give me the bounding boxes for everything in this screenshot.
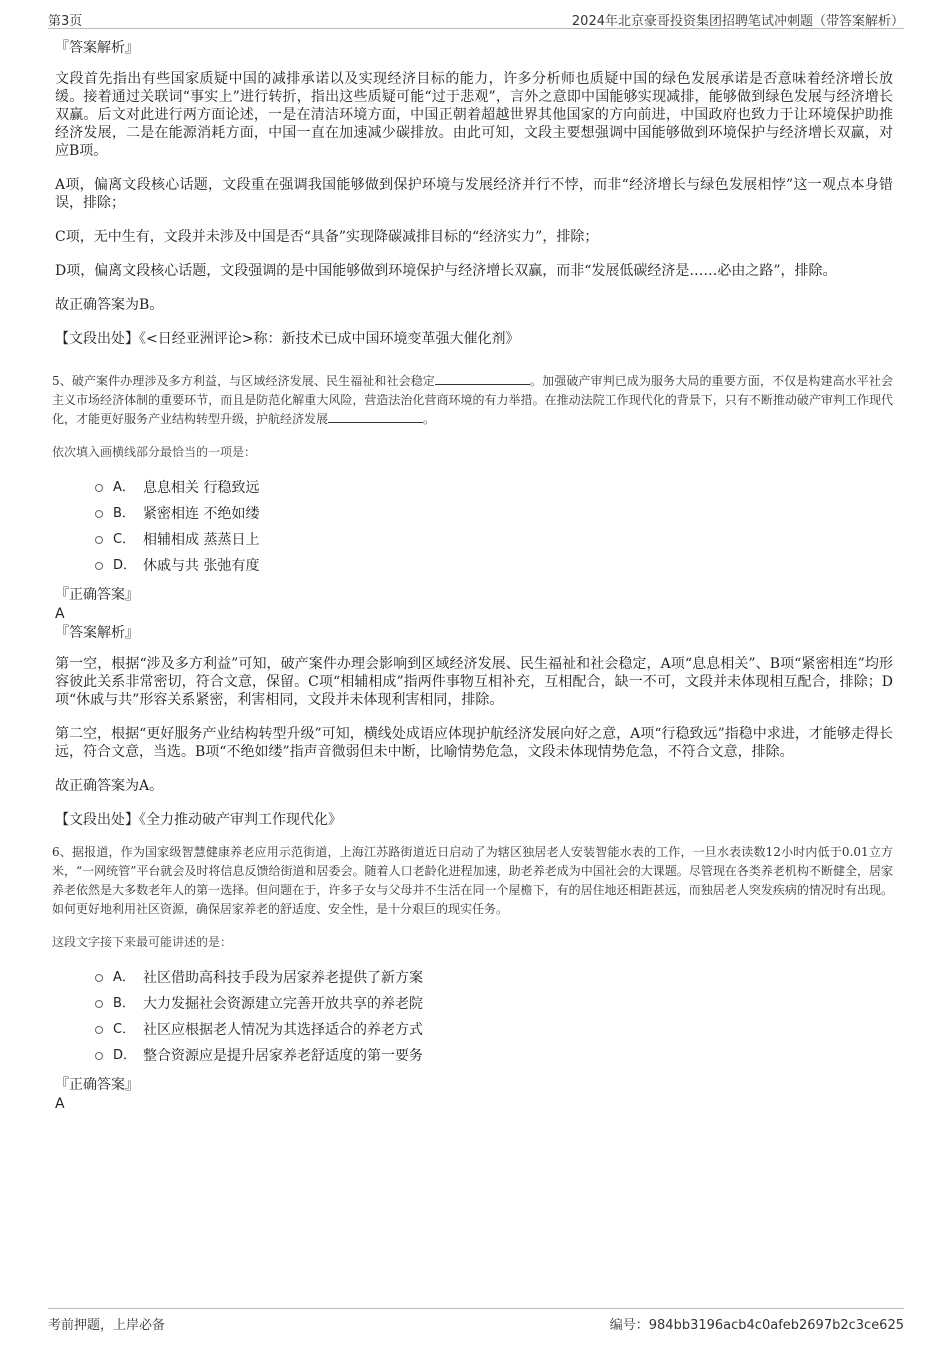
- question-6-instruction: 这段文字接下来最可能讲述的是：: [52, 935, 233, 949]
- option-c[interactable]: C． 相辅相成 蒸蒸日上: [95, 527, 893, 553]
- question-5-stem: 5、破产案件办理涉及多方利益，与区域经济发展、民生福祉和社会稳定 。加强破产审判已成为服务大局的重要方面，不仅是构建高水平社会主义市场经济体制的重要环节，而且是防范化解重大风险，营造法治化营商环境的有力举措。在推动法院工作现代化的背景下，只有不断推动破产审判工作现代化，才能更好服务产业结构转型升级，护航经济发展 。: [52, 374, 893, 426]
- question-5-instruction: 依次填入画横线部分最恰当的一项是：: [52, 445, 257, 459]
- analysis-paragraph: A项，偏离文段核心话题，文段重在强调我国能够做到保护环境与发展经济并行不悖，而非“经济增长与绿色发展相悖”这一观点本身错误，排除；: [55, 177, 893, 211]
- option-a[interactable]: A． 社区借助高科技手段为居家养老提供了新方案: [95, 965, 893, 991]
- analysis-paragraph: D项，偏离文段核心话题，文段强调的是中国能够做到环境保护与经济增长双赢，而非“发展低碳经济是……必由之路”，排除。: [55, 263, 837, 279]
- source-citation: 【文段出处】《全力推动破产审判工作现代化》: [55, 812, 342, 828]
- serial-number: 编号：984bb3196acb4c0afeb2697b2c3ce625: [609, 1318, 904, 1333]
- radio-icon[interactable]: [95, 484, 103, 492]
- radio-icon[interactable]: [95, 536, 103, 544]
- option-b[interactable]: B． 紧密相连 不绝如缕: [95, 501, 893, 527]
- page-header: [48, 8, 904, 29]
- conclusion-paragraph: 故正确答案为A。: [55, 778, 164, 794]
- option-d[interactable]: D． 整合资源应是提升居家养老舒适度的第一要务: [95, 1043, 893, 1069]
- analysis-paragraph: C项，无中生有，文段并未涉及中国是否“具备”实现降碳减排目标的“经济实力”，排除；: [55, 229, 599, 245]
- question-6-options: [95, 965, 893, 1069]
- conclusion-paragraph: 故正确答案为B。: [55, 297, 164, 313]
- page-content: [52, 38, 893, 1113]
- radio-icon[interactable]: [95, 510, 103, 518]
- correct-answer: A: [55, 1096, 65, 1112]
- question-5-options: [95, 475, 893, 579]
- radio-icon[interactable]: [95, 974, 103, 982]
- radio-icon[interactable]: [95, 1026, 103, 1034]
- correct-answer-label: 『正确答案』: [55, 587, 139, 603]
- correct-answer: A: [55, 606, 65, 622]
- correct-answer-label: 『正确答案』: [55, 1077, 139, 1093]
- analysis-label: 『答案解析』: [55, 625, 139, 641]
- option-d[interactable]: D． 休戚与共 张弛有度: [95, 553, 893, 579]
- page-number: 第3页: [48, 14, 83, 29]
- option-a[interactable]: A． 息息相关 行稳致远: [95, 475, 893, 501]
- analysis-paragraph: 第一空，根据“涉及多方利益”可知，破产案件办理会影响到区域经济发展、民生福祉和社会稳定，A项“息息相关”、B项“紧密相连”均形容彼此关系非常密切，符合文意，保留。C项“相辅相成”指两件事物互相补充，互相配合，缺一不可，文段并未体现相互配合，排除；D项“休戚与共”形容关系紧密，利害相同，文段并未体现利害相同，排除。: [55, 656, 893, 708]
- analysis-label: 『答案解析』: [55, 40, 139, 56]
- option-c[interactable]: C． 社区应根据老人情况为其选择适合的养老方式: [95, 1017, 893, 1043]
- radio-icon[interactable]: [95, 1000, 103, 1008]
- fill-blank: [435, 372, 530, 385]
- document-title: 2024年北京豪哥投资集团招聘笔试冲刺题（带答案解析）: [571, 14, 904, 29]
- analysis-paragraph: 第二空，根据“更好服务产业结构转型升级”可知，横线处成语应体现护航经济发展向好之意，A项“行稳致远”指稳中求进，才能够走得长远，符合文意，当选。B项“不绝如缕”指声音微弱但未中断，比喻情势危急，文段未体现情势危急，不符合文意，排除。: [55, 726, 893, 760]
- radio-icon[interactable]: [95, 1052, 103, 1060]
- source-citation: 【文段出处】《<日经亚洲评论>称：新技术已成中国环境变革强大催化剂》: [55, 331, 520, 347]
- page-footer: [48, 1308, 904, 1335]
- question-6-stem: 6、据报道，作为国家级智慧健康养老应用示范街道，上海江苏路街道近日启动了为辖区独居老人安装智能水表的工作，一旦水表读数12小时内低于0.01立方米，“一网统管”平台就会及时将信息反馈给街道和居委会。随着人口老龄化进程加速，助老养老成为中国社会的大课题。尽管现在各类养老机构不断健全，居家养老依然是大多数老年人的第一选择。但问题在于，许多子女与父母并不生活在同一个屋檐下，有的居住地还相距甚远，而独居老人突发疾病的情况时有出现。如何更好地利用社区资源，确保居家养老的舒适度、安全性，是十分艰巨的现实任务。: [52, 845, 893, 916]
- analysis-paragraph: 文段首先指出有些国家质疑中国的减排承诺以及实现经济目标的能力，许多分析师也质疑中国的绿色发展承诺是否意味着经济增长放缓。接着通过关联词“事实上”进行转折，指出这些质疑可能“过于悲观”，言外之意即中国能够实现减排，能够做到绿色发展与经济增长双赢。后文对此进行两方面论述，一是在清洁环境方面，中国正朝着超越世界其他国家的方向前进，中国政府也致力于让环境保护助推经济发展，二是在能源消耗方面，中国一直在加速减少碳排放。由此可知，文段主要想强调中国能够做到环境保护与经济增长双赢，对应B项。: [55, 71, 893, 159]
- radio-icon[interactable]: [95, 562, 103, 570]
- option-b[interactable]: B． 大力发掘社会资源建立完善开放共享的养老院: [95, 991, 893, 1017]
- footer-slogan: 考前押题，上岸必备: [48, 1318, 166, 1333]
- fill-blank: [328, 410, 423, 423]
